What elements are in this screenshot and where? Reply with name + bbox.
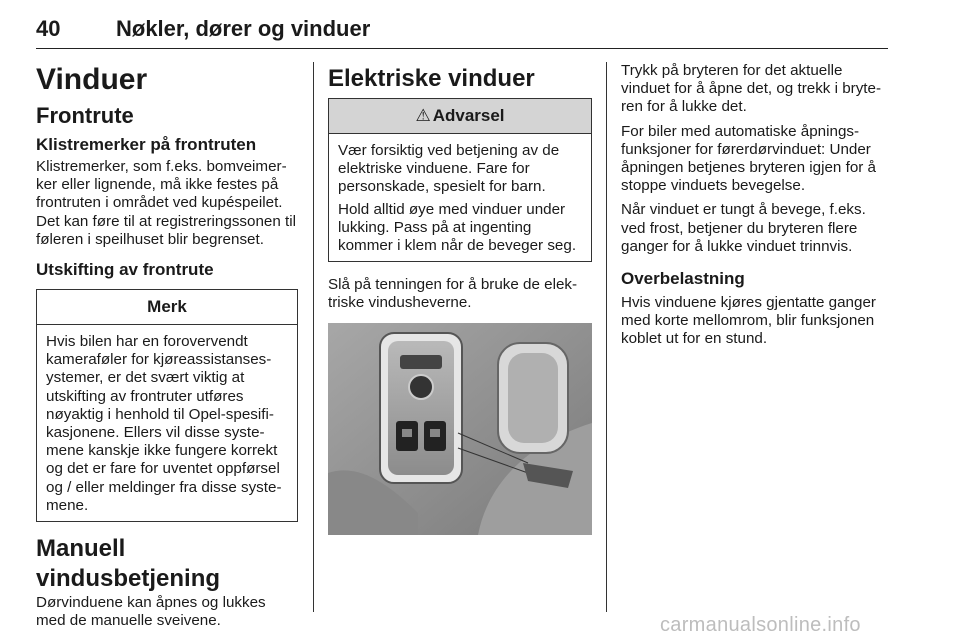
page-title: Vinduer [36,63,148,96]
window-switch-photo [328,323,592,535]
subheading-utskifting: Utskifting av frontrute [36,260,214,280]
column-middle [328,62,592,535]
page-header [36,8,888,49]
note-box-heading: Merk [37,290,297,325]
subheading-klistremerker: Klistremerker på frontruten [36,135,257,154]
paragraph: Dørvinduene kan åpnes og lukkes med de manuelle sveivene. [36,594,266,630]
section-heading-frontrute: Frontrute [36,103,134,128]
warning-label: Advarsel [432,106,505,125]
note-box-body [37,325,297,521]
paragraph: For biler med automatiske åpnings-funksjoner for førerdørvinduet: Under åpningen betjenes bryteren igjen for å stoppe vinduets bevegelse. [621,122,876,195]
paragraph: Slå på tenningen for å bruke de elek-triske vindusheverne. [328,276,578,312]
paragraph: Trykk på bryteren for det aktuelle vinduet for å åpne det, og trekk i bryte-ren for å lukke det. [621,62,882,116]
note-text: Hvis bilen har en forovervendt kameraføler for kjøreassistanses-ystemer, er det svært viktig at utskifting av frontruter utføres nøyaktig i henhold til Opel-spesifi-kasjonene. Ellers vil disse syste-mene kanskje ikke fungere korrekt og det er fare for uventet oppførsel og / eller meldinger fra disse syste-mene. [46,333,282,514]
paragraph: Hvis vinduene kjøres gjentatte ganger med korte mellomrom, blir funksjonen koblet ut for en stund. [621,294,876,348]
warning-box-heading [329,99,591,134]
page-number: 40 [36,16,61,41]
paragraph: Når vinduet er tungt å bevege, f.eks. ved frost, betjener du bryteren flere ganger for å lukke vinduet trinnvis. [621,201,866,255]
watermark: carmanualsonline.info [660,614,861,636]
warning-box-body [329,134,591,261]
warning-text: Hold alltid øye med vinduer under lukking. Pass på at ingenting kommer i klem når de beveger seg. [338,200,577,255]
warning-box [328,98,592,262]
column-divider [606,62,607,612]
paragraph: Klistremerker, som f.eks. bomveimer-ker eller lignende, må ikke festes på frontruten i området ved kupéspeilet. Det kan føre til at registreringssonen til føleren i speilhuset blir begrenset. [36,158,296,248]
chapter-title: Nøkler, dører og vinduer [116,16,371,41]
column-left [36,62,298,636]
warning-text: Vær forsiktig ved betjening av de elektriske vinduene. Fare for personskade, spesielt for barn. [338,142,560,196]
warning-triangle-icon: ⚠ [415,106,431,125]
section-heading-manuell: Manuell vindusbetjening [36,535,221,593]
door-panel-illustration [328,323,592,535]
note-box [36,289,298,522]
section-heading-elektriske: Elektriske vinduer [328,65,535,92]
column-right [621,62,889,355]
subheading-overbelastning: Overbelastning [621,269,745,289]
column-divider [313,62,314,612]
